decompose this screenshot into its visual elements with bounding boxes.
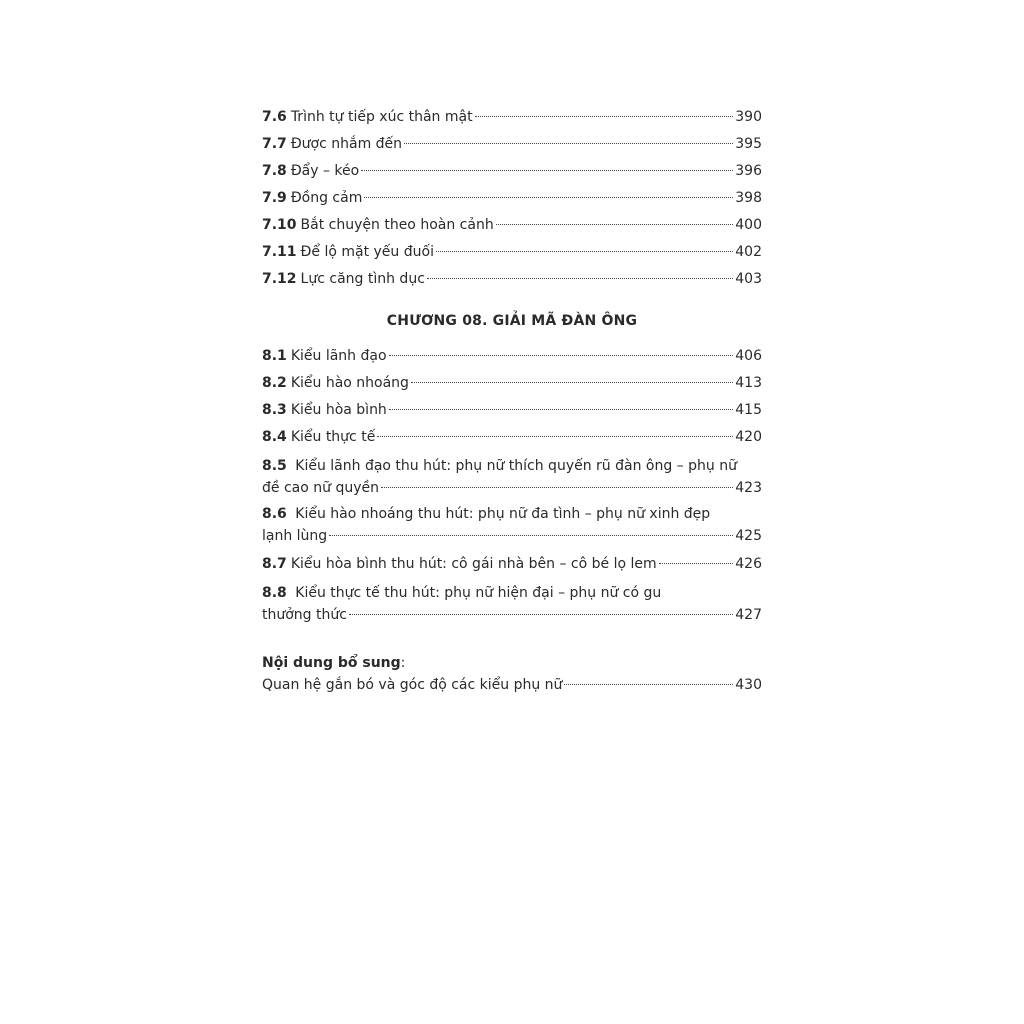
entry-number: 8.2 xyxy=(262,375,287,391)
entry-title: Kiểu hòa bình thu hút: cô gái nhà bên – cô bé lọ lem xyxy=(290,556,657,572)
entry-page-number: 402 xyxy=(735,244,762,260)
toc-entry-8-5 xyxy=(262,455,762,499)
entry-title: Đồng cảm xyxy=(290,190,363,206)
dot-leader xyxy=(361,170,733,171)
entry-page-number: 420 xyxy=(735,429,762,445)
entry-second-line xyxy=(262,604,762,626)
entry-page-number: 413 xyxy=(735,375,762,391)
entry-page-number: 427 xyxy=(735,607,762,623)
toc-entry-8-2 xyxy=(262,370,762,397)
entry-page-number: 403 xyxy=(735,271,762,287)
entry-title: Lực căng tình dục xyxy=(300,271,425,287)
entry-page-number: 415 xyxy=(735,402,762,418)
supplement-heading-colon: : xyxy=(400,655,406,671)
entry-title: Bắt chuyện theo hoàn cảnh xyxy=(300,217,494,233)
entry-page-number: 395 xyxy=(735,136,762,152)
toc-entry-7-12 xyxy=(262,266,762,293)
entry-number: 7.7 xyxy=(262,136,287,152)
dot-leader xyxy=(404,143,733,144)
dot-leader xyxy=(364,197,733,198)
entry-number: 7.11 xyxy=(262,244,297,260)
entry-second-line xyxy=(262,525,762,547)
toc-entry-7-7 xyxy=(262,131,762,158)
dot-leader xyxy=(475,116,734,117)
dot-leader xyxy=(389,355,734,356)
table-of-contents xyxy=(262,104,762,696)
entry-number: 8.5 xyxy=(262,458,287,474)
supplement-heading-text: Nội dung bổ sung xyxy=(262,655,401,671)
entry-title: Kiểu lãnh đạo xyxy=(290,348,387,364)
toc-entry-supplement xyxy=(262,674,762,696)
toc-entry-8-3 xyxy=(262,397,762,424)
entry-page-number: 426 xyxy=(735,556,762,572)
dot-leader xyxy=(377,436,733,437)
supplement-heading xyxy=(262,652,762,674)
entry-title: Trình tự tiếp xúc thân mật xyxy=(290,109,473,125)
dot-leader xyxy=(329,535,733,536)
entry-page-number: 400 xyxy=(735,217,762,233)
entry-page-number: 406 xyxy=(735,348,762,364)
entry-page-number: 398 xyxy=(735,190,762,206)
entry-title-continued: thưởng thức xyxy=(262,607,347,623)
entry-number: 7.10 xyxy=(262,217,297,233)
entry-number: 8.1 xyxy=(262,348,287,364)
entry-number: 7.6 xyxy=(262,109,287,125)
entry-number: 8.6 xyxy=(262,506,287,522)
entry-page-number: 390 xyxy=(735,109,762,125)
entry-title-continued: lạnh lùng xyxy=(262,528,328,544)
dot-leader xyxy=(381,487,733,488)
toc-entry-7-11 xyxy=(262,239,762,266)
entry-number: 7.8 xyxy=(262,163,287,179)
toc-entry-8-4 xyxy=(262,424,762,451)
entry-title: Kiểu thực tế thu hút: phụ nữ hiện đại – phụ nữ có gu xyxy=(295,585,662,601)
entry-page-number: 430 xyxy=(735,677,762,693)
toc-entry-7-9 xyxy=(262,185,762,212)
entry-title-continued: đề cao nữ quyền xyxy=(262,480,379,496)
dot-leader xyxy=(564,684,733,685)
dot-leader xyxy=(659,563,734,564)
entry-first-line xyxy=(262,503,762,525)
entry-page-number: 425 xyxy=(735,528,762,544)
entry-title: Đẩy – kéo xyxy=(290,163,360,179)
dot-leader xyxy=(427,278,733,279)
toc-entry-8-8 xyxy=(262,582,762,626)
entry-number: 7.12 xyxy=(262,271,297,287)
entry-number: 7.9 xyxy=(262,190,287,206)
entry-number: 8.8 xyxy=(262,585,287,601)
entry-title: Để lộ mặt yếu đuối xyxy=(300,244,434,260)
dot-leader xyxy=(496,224,734,225)
toc-entry-8-6 xyxy=(262,503,762,547)
dot-leader xyxy=(411,382,733,383)
entry-first-line xyxy=(262,455,762,477)
entry-title: Kiểu hòa bình xyxy=(290,402,387,418)
entry-title: Được nhắm đến xyxy=(290,136,403,152)
entry-title: Quan hệ gắn bó và góc độ các kiểu phụ nữ xyxy=(262,677,563,693)
toc-entry-7-8 xyxy=(262,158,762,185)
entry-number: 8.7 xyxy=(262,556,287,572)
dot-leader xyxy=(349,614,733,615)
entry-number: 8.4 xyxy=(262,429,287,445)
toc-entry-8-7 xyxy=(262,551,762,578)
toc-entry-8-1 xyxy=(262,343,762,370)
toc-entry-7-6 xyxy=(262,104,762,131)
dot-leader xyxy=(389,409,733,410)
entry-number: 8.3 xyxy=(262,402,287,418)
entry-second-line xyxy=(262,477,762,499)
entry-title: Kiểu hào nhoáng thu hút: phụ nữ đa tình – phụ nữ xinh đẹp xyxy=(295,506,711,522)
toc-entry-7-10 xyxy=(262,212,762,239)
dot-leader xyxy=(436,251,733,252)
entry-first-line xyxy=(262,582,762,604)
entry-page-number: 423 xyxy=(735,480,762,496)
chapter-heading: CHƯƠNG 08. GIẢI MÃ ĐÀN ÔNG xyxy=(386,313,638,329)
entry-title: Kiểu thực tế xyxy=(290,429,376,445)
entry-title: Kiểu hào nhoáng xyxy=(290,375,409,391)
entry-title: Kiểu lãnh đạo thu hút: phụ nữ thích quyến rũ đàn ông – phụ nữ xyxy=(295,458,737,474)
entry-page-number: 396 xyxy=(735,163,762,179)
